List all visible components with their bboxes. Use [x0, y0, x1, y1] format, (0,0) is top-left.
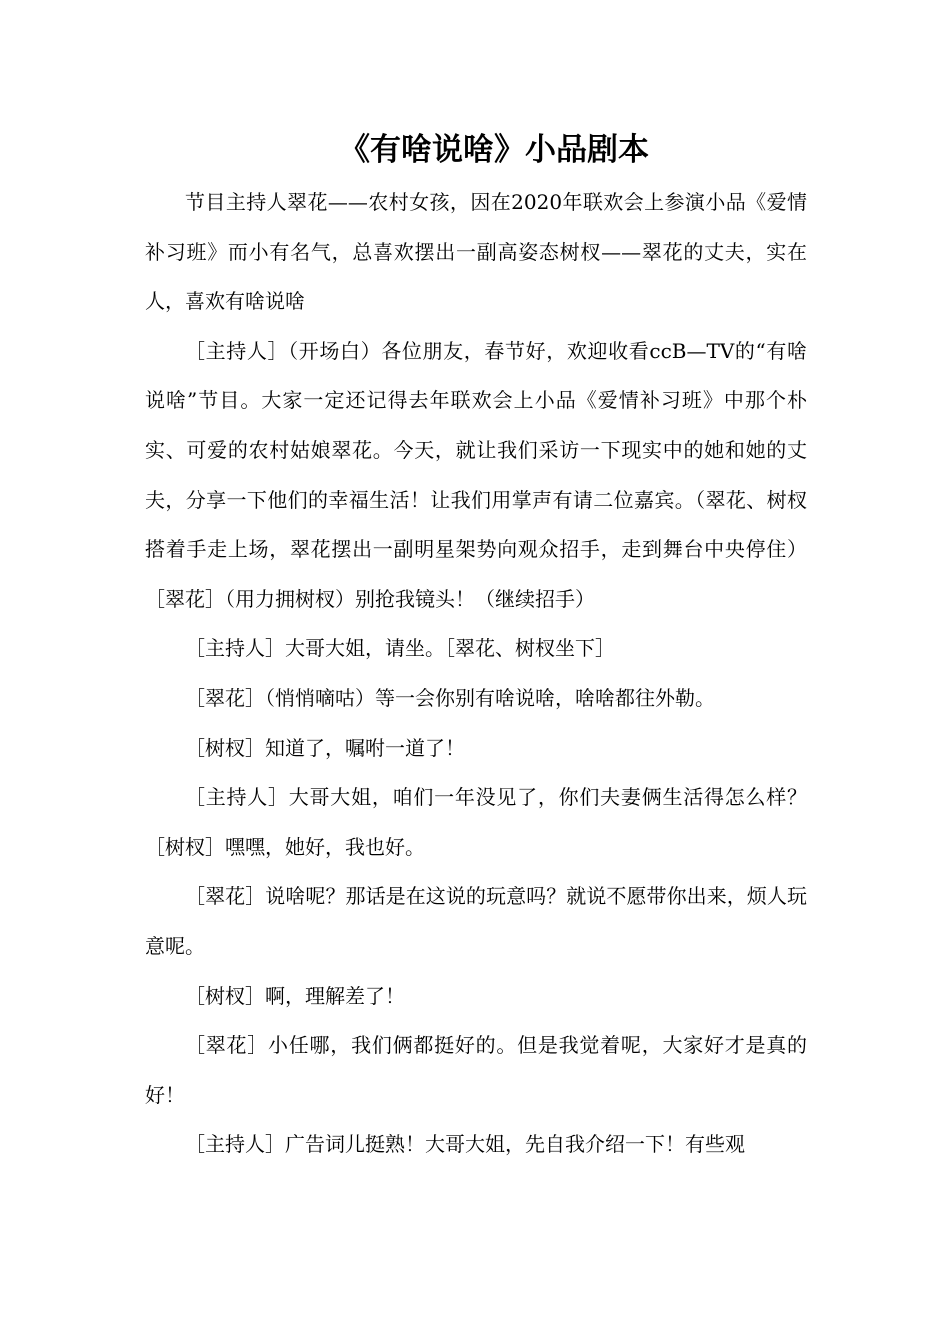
paragraph-cuihua-scold: ［翠花］说啥呢？那话是在这说的玩意吗？就说不愿带你出来，烦人玩意呢。 [145, 884, 807, 958]
paragraph-cuihua-all-good: ［翠花］小任哪，我们俩都挺好的。但是我觉着呢，大家好才是真的好！ [145, 1033, 807, 1107]
paragraph-intro: 节目主持人翠花——农村女孩，因在2020年联欢会上参演小品《爱情补习班》而小有名气，总喜欢摆出一副高姿态树杈——翠花的丈夫，实在人，喜欢有啥说啥 [145, 190, 807, 314]
paragraph-shucha-misunderstood: ［树杈］啊，理解差了！ [185, 983, 405, 1008]
paragraph-host-question: ［主持人］大哥大姐，咱们一年没见了，你们夫妻俩生活得怎么样？［树杈］嘿嘿，她好，我也好。 [145, 785, 807, 859]
paragraph-cuihua-whisper: ［翠花］（悄悄嘀咕）等一会你别有啥说啥，啥啥都往外勒。 [185, 685, 715, 710]
document-title: 《有啥说啥》小品剧本 [339, 132, 649, 168]
paragraph-host-please-sit: ［主持人］大哥大姐，请坐。［翠花、树杈坐下］ [185, 636, 615, 661]
document-body [145, 130, 807, 1170]
paragraph-shucha-reply: ［树杈］知道了，嘱咐一道了！ [185, 735, 465, 760]
paragraph-host-opening: ［主持人］（开场白）各位朋友，春节好，欢迎收看ccB—TV的“有啥说啥”节目。大家一定还记得去年联欢会上小品《爱情补习班》中那个朴实、可爱的农村姑娘翠花。今天，就让我们采访一下现实中的她和她的丈夫，分享一下他们的幸福生活！让我们用掌声有请二位嘉宾。（翠花、树杈搭着手走上场，翠花摆出一副明星架势向观众招手，走到舞台中央停住）［翠花］（用力拥树杈）别抢我镜头！（继续招手） [145, 338, 807, 611]
paragraph-host-introduce: ［主持人］广告词儿挺熟！大哥大姐，先自我介绍一下！有些观 [185, 1132, 745, 1157]
